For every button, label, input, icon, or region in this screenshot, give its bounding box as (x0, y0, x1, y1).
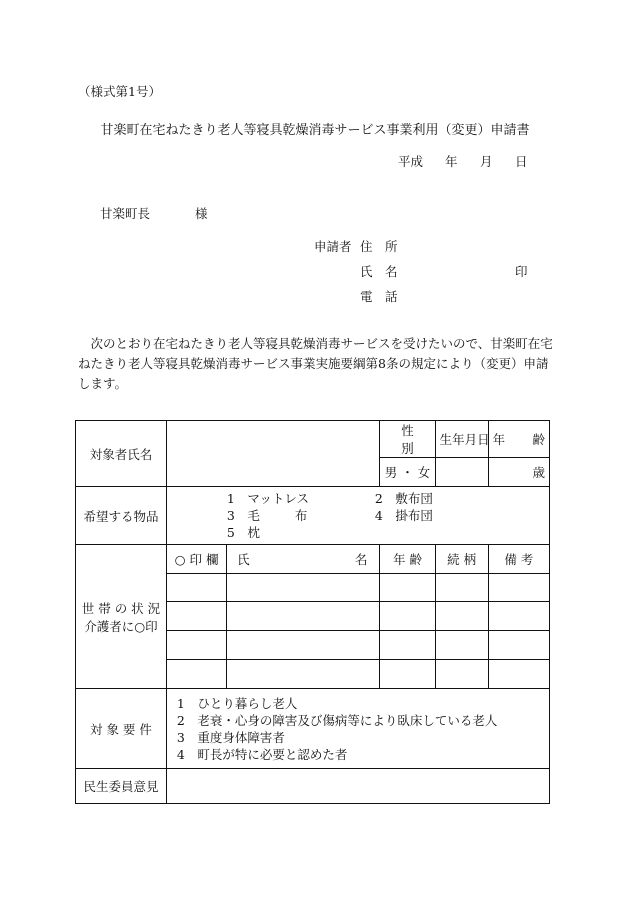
household-label (76, 545, 167, 689)
relation-cell[interactable] (435, 660, 488, 689)
name-cell[interactable] (227, 574, 380, 602)
requirement-3: 3 重度身体障害者 (176, 729, 285, 745)
item-1: 1 マットレス (226, 491, 309, 506)
seal-mark: 印 (515, 264, 528, 279)
addressee-honorific: 様 (195, 206, 208, 221)
notes-cell[interactable] (488, 602, 549, 631)
requirement-4: 4 町長が特に必要と認めた者 (176, 746, 348, 762)
age-column-header: 年 齢 (380, 545, 435, 574)
birth-label-a: 生 (439, 432, 453, 447)
commissioner-opinion-label: 民生委員意見 (76, 769, 167, 804)
name-cell[interactable] (227, 660, 380, 689)
age-label-b: 齢 (532, 432, 545, 447)
subject-name-field[interactable] (166, 421, 379, 487)
request-paragraph (78, 334, 554, 394)
item-3-end: 布 (294, 508, 308, 523)
mark-cell[interactable] (166, 631, 226, 660)
notes-column-header: 備 考 (488, 545, 549, 574)
age-label (488, 421, 549, 458)
relation-cell[interactable] (435, 574, 488, 602)
addressee-name: 甘楽町長 (100, 206, 151, 221)
name-header-a: 氏 (237, 552, 250, 567)
date-era: 平成 (398, 154, 424, 169)
household-label-line-1: 世 帯 の 状 況 (81, 600, 161, 616)
requirement-1: 1 ひとり暮らし老人 (176, 695, 298, 711)
document-title: 甘楽町在宅ねたきり老人等寝具乾燥消毒サービス事業利用（変更）申請書 (100, 123, 530, 138)
mark-column-header: ○ 印 欄 (166, 545, 226, 574)
age-field[interactable]: 歳 (488, 458, 549, 487)
notes-cell[interactable] (488, 631, 549, 660)
requirements-list (166, 689, 549, 769)
age-cell[interactable] (380, 574, 435, 602)
requirement-2: 2 老衰・心身の障害及び傷病等により臥床している老人 (176, 712, 498, 728)
sex-label: 性 別 (380, 421, 435, 458)
subject-name-label: 対象者氏名 (76, 421, 167, 487)
item-4: 4 掛布団 (374, 508, 433, 523)
request-paragraph-text: 次のとおり在宅ねたきり老人等寝具乾燥消毒サービスを受けたいので、甘楽町在宅ねたきり老人等寝具乾燥消毒サービス事業実施要綱第8条の規定により（変更）申請します。 (78, 336, 553, 391)
item-5: 5 枕 (226, 525, 260, 540)
name-cell[interactable] (227, 602, 380, 631)
notes-cell[interactable] (488, 660, 549, 689)
birth-date-label (435, 421, 488, 458)
notes-cell[interactable] (488, 574, 549, 602)
birth-label-b: 年 (452, 432, 465, 447)
items-label: 希望する物品 (76, 487, 167, 545)
age-cell[interactable] (380, 631, 435, 660)
applicant-label: 申請者 (314, 239, 352, 254)
age-cell[interactable] (380, 660, 435, 689)
sex-options[interactable]: 男 ・ 女 (380, 458, 435, 487)
birth-date-field[interactable] (435, 458, 488, 487)
address-label: 住 所 (360, 239, 398, 254)
items-list (166, 487, 549, 545)
name-column-header (227, 545, 380, 574)
birth-label-c: 月 (464, 432, 478, 447)
age-label-a: 年 (492, 432, 506, 447)
relation-column-header: 続 柄 (435, 545, 488, 574)
name-label: 氏 名 (360, 264, 398, 279)
item-3: 3 毛 (226, 508, 260, 523)
phone-label: 電 話 (360, 289, 398, 304)
requirements-label: 対 象 要 件 (76, 689, 167, 769)
name-cell[interactable] (227, 631, 380, 660)
application-form-table (75, 420, 550, 804)
mark-cell[interactable] (166, 574, 226, 602)
date-day: 日 (515, 154, 528, 169)
mark-cell[interactable] (166, 602, 226, 631)
form-number: （様式第1号） (78, 84, 161, 99)
mark-cell[interactable] (166, 660, 226, 689)
relation-cell[interactable] (435, 602, 488, 631)
birth-label-d: 日 (477, 432, 490, 447)
commissioner-opinion-field[interactable] (166, 769, 549, 804)
date-year: 年 (445, 154, 458, 169)
date-month: 月 (480, 154, 493, 169)
household-label-line-2: 介護者に○印 (84, 618, 158, 634)
age-cell[interactable] (380, 602, 435, 631)
relation-cell[interactable] (435, 631, 488, 660)
item-2: 2 敷布団 (374, 491, 433, 506)
name-header-b: 名 (354, 552, 368, 567)
